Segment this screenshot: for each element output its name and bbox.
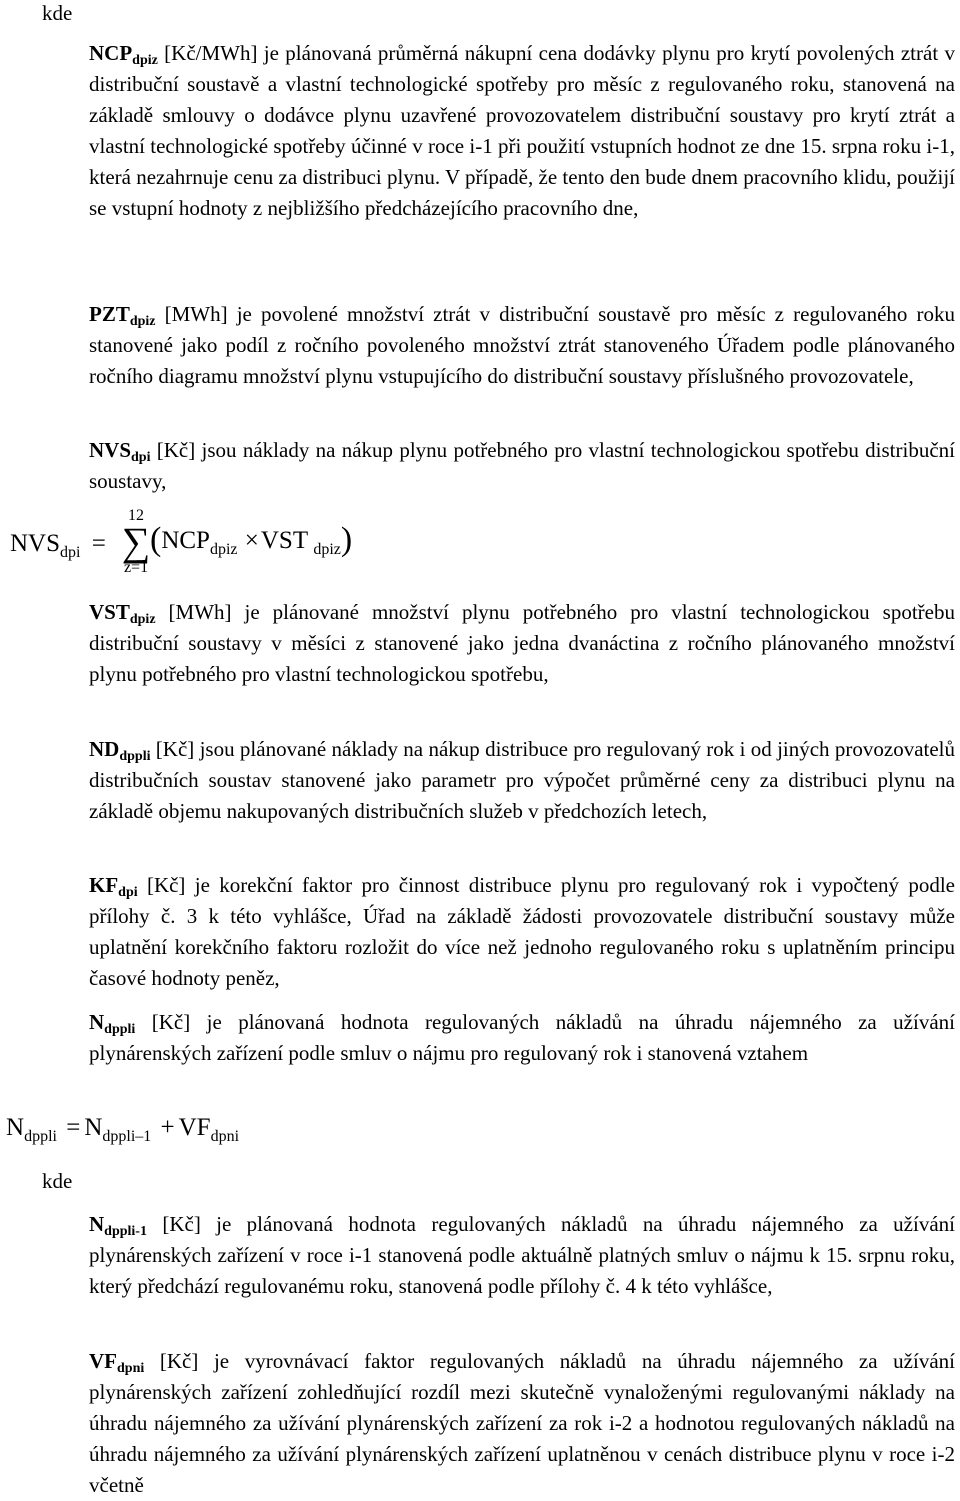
definition-vf: $VF_{dpni}$ [Kč] je vyrovnávací faktor regulovaných nákladů na úhradu nájemného za užívání plynárenských zařízení zohledňující rozdíl mezi skutečně vynaloženými regulovanými náklady na úhradu nájemného za užívání plynárenských zařízení za rok i-2 a hodnotou regulovaných nákladů na úhradu nájemného za užívání plynárenských zařízení uplatněnou v cenách distribuce plynu v roce i-2 včetně (89, 1349, 955, 1497)
sum-upper-limit: 12 (128, 507, 144, 524)
definition-n-prev: $N_{dppli-1}$ [Kč] je plánovaná hodnota regulovaných nákladů na úhradu nájemného za užívání plynárenských zařízení v roce i-1 stanovená podle aktuálně platných smluv o nájmu k 15. srpnu roku, který předchází regulovanému roku, stanovená podle přílohy č. 4 k této vyhlášce, (89, 1212, 955, 1298)
kde-label-mid: kde (42, 1169, 73, 1193)
definition-ncp: $NCP_{dpiz}$ [Kč/MWh] je plánovaná průměrná nákupní cena dodávky plynu pro krytí povolených ztrát v distribuční soustavě a vlastní technologické spotřeby pro měsíc z regulovaného roku, stanovená na základě smlouvy o dodávce plynu uzavřené provozovatelem distribuční soustavy pro krytí ztrát a vlastní technologické spotřeby účinné v roce i-1 při použití vstupních hodnot ze dne 15. srpna roku i-1, která nezahrnuje cenu za distribuci plynu. V případě, že tento den bude dnem pracovního klidu, použijí se vstupní hodnoty z nejbližšího předcházejícího pracovního dne, (89, 41, 955, 220)
formula-n-a: N (84, 1114, 103, 1141)
formula-vst-sub: dpiz (313, 541, 341, 558)
definition-vst: $VST_{dpiz}$ [MWh] je plánované množství plynu potřebného pro vlastní technologickou spotřebu distribuční soustavy v měsíci z stanovené jako jedna dvanáctina z ročního plánovaného množství plynu potřebného pro vlastní technologickou spotřebu, (89, 600, 955, 686)
formula-n-a-sub: dppli–1 (102, 1128, 152, 1145)
formula-vf-sub: dpni (210, 1128, 240, 1145)
formula-n-eq: = (66, 1114, 81, 1141)
formula-ncp-sub: dpiz (209, 541, 238, 558)
definition-n: $N_{dppli}$ [Kč] je plánovaná hodnota regulovaných nákladů na úhradu nájemného za užívání plynárenských zařízení podle smluv o nájmu pro regulovaný rok i stanovená vztahem (89, 1010, 955, 1065)
symbol-ncp: $NCP_{dpiz}$ (89, 41, 158, 68)
symbol-vst: $VST_{dpiz}$ (89, 600, 156, 627)
formula-nvs-eq: = (91, 530, 106, 557)
sigma-symbol: ∑ (121, 519, 151, 564)
symbol-kf: $KF_{dpi}$ (89, 873, 138, 900)
times-symbol: × (244, 527, 259, 554)
formula-n (6, 1112, 239, 1146)
formula-vf: VF (178, 1114, 211, 1141)
definition-kf: $KF_{dpi}$ [Kč] je korekční faktor pro činnost distribuce plynu pro regulovaný rok i vypočtený podle přílohy č. 3 k této vyhlášce, Úřad na základě žádosti provozovatele distribuční soustavy může uplatnění korekčního faktoru rozložit do více než jednoho regulovaného roku s uplatněním principu časové hodnoty peněz, (89, 873, 955, 990)
paren-close: ) (340, 521, 353, 558)
definition-nd: $ND_{dppli}$ [Kč] jsou plánované náklady na nákup distribuce pro regulovaný rok i od jiných provozovatelů distribučních soustav stanovené jako parametr pro výpočet průměrné ceny za distribuci plynu na základě objemu nakupovaných distribučních služeb v předchozích letech, (89, 737, 955, 823)
symbol-n: $N_{dppli}$ (89, 1010, 136, 1037)
formula-nvs-rhs (150, 522, 352, 559)
symbol-nvs: $NVS_{dpi}$ (89, 438, 151, 465)
plus-symbol: + (160, 1114, 175, 1141)
symbol-n-prev: $N_{dppli-1}$ (89, 1212, 147, 1239)
symbol-vf: $VF_{dpni}$ (89, 1349, 145, 1376)
formula-ncp: NCP (161, 527, 210, 554)
kde-label-top: kde (42, 1, 73, 25)
definition-nvs: $NVS_{dpi}$ [Kč] jsou náklady na nákup plynu potřebného pro vlastní technologickou spotřebu distribuční soustavy, (89, 438, 955, 493)
paren-open: ( (150, 521, 162, 558)
formula-n-lhs: N (6, 1114, 25, 1141)
formula-nvs-lhs-sub: dpi (60, 544, 81, 561)
sum-lower-limit: z=1 (123, 559, 149, 576)
symbol-nd: $ND_{dppli}$ (89, 737, 151, 764)
formula-nvs (10, 528, 106, 562)
symbol-pzt: $PZT_{dpiz}$ (89, 302, 156, 329)
formula-nvs-lhs: NVS (10, 530, 61, 557)
definition-pzt: $PZT_{dpiz}$ [MWh] je povolené množství ztrát v distribuční soustavě pro měsíc z regulovaného roku stanovené jako podíl z ročního povoleného množství ztrát stanoveného Úřadem podle plánovaného ročního diagramu množství plynu vstupujícího do distribuční soustavy příslušného provozovatele, (89, 302, 955, 388)
formula-vst: VST (260, 527, 309, 554)
formula-n-lhs-sub: dppli (24, 1128, 57, 1145)
